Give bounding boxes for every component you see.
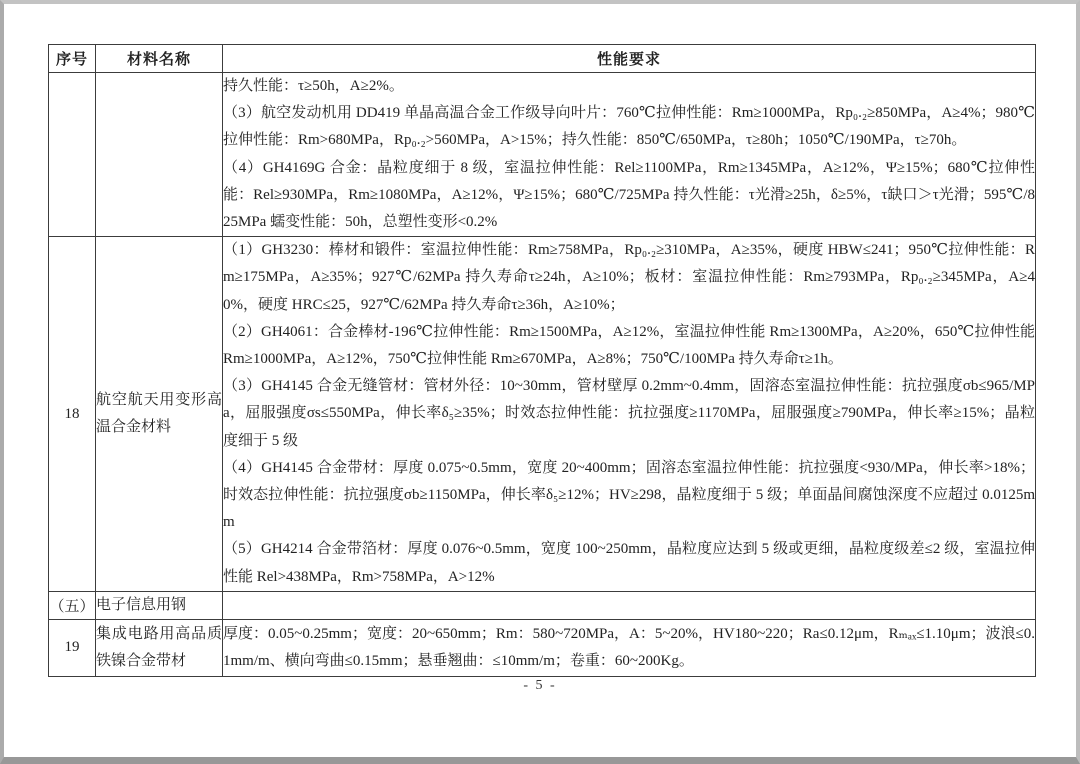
requirement-paragraph: （5）GH4214 合金带箔材：厚度 0.076~0.5mm，宽度 100~250mm，晶粒度应达到 5 级或更细，晶粒度级差≤2 级，室温拉伸性能 Rel>438MPa，Rm>758MPa，A>12% (223, 541, 1035, 585)
cell-index: 18 (49, 237, 96, 592)
requirement-paragraph: （3）航空发动机用 DD419 单晶高温合金工作级导向叶片：760℃拉伸性能：Rm≥1000MPa，Rp₀.₂≥850MPa，A≥4%；980℃拉伸性能：Rm>680MPa，Rp₀.₂>560MPa，A>15%；持久性能：850℃/650MPa，τ≥80h；1050℃/190MPa，τ≥70h。 (223, 105, 1035, 149)
cell-index: （五） (49, 591, 96, 619)
cell-index (49, 73, 96, 237)
table-header-row (49, 45, 1036, 73)
table-row-category-5 (49, 591, 1036, 619)
cell-index: 19 (49, 619, 96, 676)
cell-requirements (223, 73, 1036, 237)
table-row-continuation (49, 73, 1036, 237)
materials-table (48, 44, 1036, 677)
requirement-paragraph: 厚度：0.05~0.25mm；宽度：20~650mm；Rm：580~720MPa，A：5~20%，HV180~220；Ra≤0.12μm，Rₘₐₓ≤1.10μm；波浪≤0.1mm/m、横向弯曲≤0.15mm；悬垂翘曲：≤10mm/m；卷重：60~200Kg。 (223, 625, 1035, 669)
requirement-paragraph: 持久性能：τ≥50h，A≥2%。 (223, 78, 404, 94)
requirement-paragraph: （2）GH4061：合金棒材-196℃拉伸性能：Rm≥1500MPa，A≥12%，室温拉伸性能 Rm≥1300MPa，A≥20%，650℃拉伸性能 Rm≥1000MPa，A≥12%，750℃拉伸性能 Rm≥670MPa，A≥8%；750℃/100MPa 持久寿命τ≥1h。 (223, 323, 1035, 368)
table-row-19 (49, 619, 1036, 676)
requirement-paragraph: （3）GH4145 合金无缝管材：管材外径：10~30mm，管材壁厚 0.2mm~0.4mm，固溶态室温拉伸性能：抗拉强度σb≤965/MPa，屈服强度σs≤550MPa，伸长率δ₅≥35%；时效态拉伸性能：抗拉强度≥1170MPa，屈服强度≥790MPa，伸长率≥15%；晶粒度细于 5 级 (223, 378, 1035, 449)
header-material: 材料名称 (96, 45, 223, 73)
cell-requirements (223, 237, 1036, 592)
cell-material: 集成电路用高品质铁镍合金带材 (96, 619, 223, 676)
table-row-18 (49, 237, 1036, 592)
header-index: 序号 (49, 45, 96, 73)
requirement-paragraph: （4）GH4169G 合金：晶粒度细于 8 级，室温拉伸性能：Rel≥1100MPa，Rm≥1345MPa，A≥12%，Ψ≥15%；680℃拉伸性能：Rel≥930MPa，Rm≥1080MPa，A≥12%，Ψ≥15%；680℃/725MPa 持久性能：τ光滑≥25h，δ≥5%，τ缺口＞τ光滑；595℃/825MPa 蠕变性能：50h，总塑性变形<0.2% (223, 159, 1035, 231)
requirement-paragraph: （1）GH3230：棒材和锻件：室温拉伸性能：Rm≥758MPa，Rp₀.₂≥310MPa，A≥35%，硬度 HBW≤241；950℃拉伸性能：Rm≥175MPa，A≥35%；927℃/62MPa 持久寿命τ≥24h，A≥10%；板材：室温拉伸性能：Rm≥793MPa，Rp₀.₂≥345MPa，A≥40%，硬度 HRC≤25，927℃/62MPa 持久寿命τ≥36h，A≥10%； (223, 242, 1035, 313)
header-requirements: 性能要求 (223, 45, 1036, 73)
cell-requirements (223, 619, 1036, 676)
cell-material: 航空航天用变形高温合金材料 (96, 237, 223, 592)
cell-requirements (223, 591, 1036, 619)
requirement-paragraph: （4）GH4145 合金带材：厚度 0.075~0.5mm，宽度 20~400mm；固溶态室温拉伸性能：抗拉强度<930/MPa，伸长率>18%；时效态拉伸性能：抗拉强度σb≥1150MPa，伸长率δ₅≥12%；HV≥298，晶粒度细于 5 级；单面晶间腐蚀深度不应超过 0.0125mm (223, 459, 1035, 531)
cell-material: 电子信息用钢 (96, 591, 223, 619)
page-number: - 5 - (523, 678, 557, 693)
cell-material (96, 73, 223, 237)
